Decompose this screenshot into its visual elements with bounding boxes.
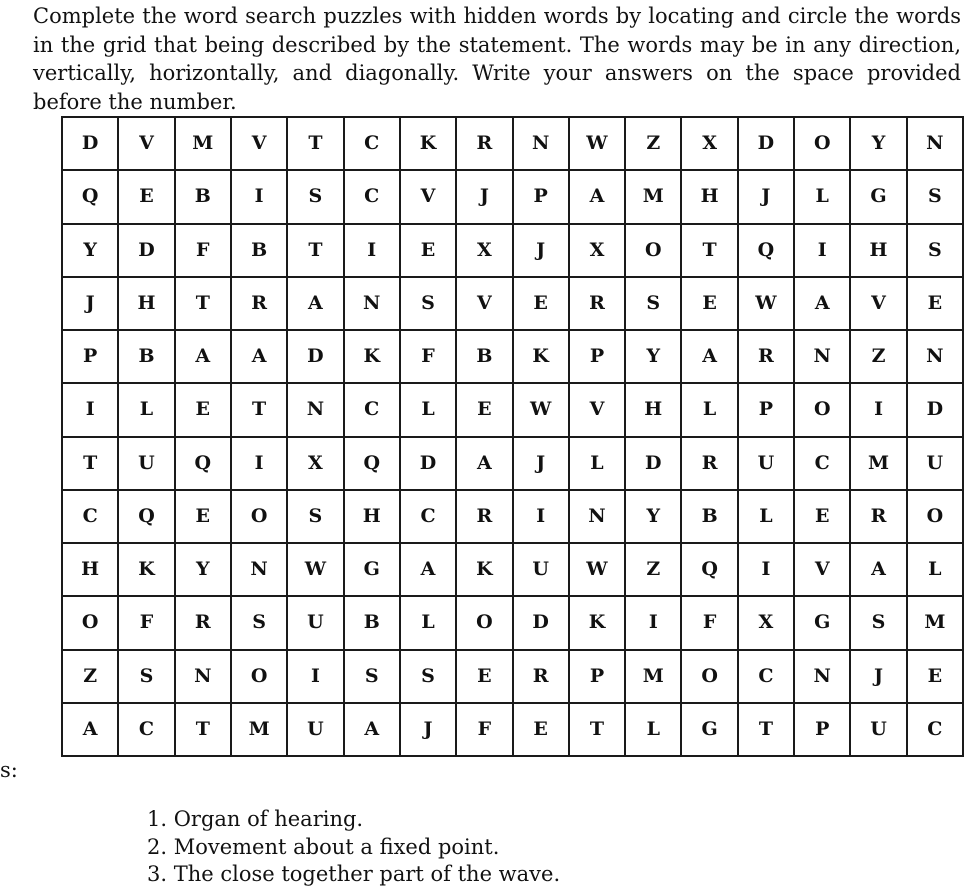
grid-cell[interactable]: E (175, 383, 231, 436)
grid-cell[interactable]: L (569, 437, 625, 490)
grid-cell[interactable]: N (907, 330, 963, 383)
grid-cell[interactable]: N (569, 490, 625, 543)
grid-cell[interactable]: B (456, 330, 512, 383)
grid-cell[interactable]: E (513, 277, 569, 330)
grid-cell[interactable]: G (850, 170, 906, 223)
grid-cell[interactable]: K (569, 596, 625, 649)
grid-cell[interactable]: V (400, 170, 456, 223)
grid-cell[interactable]: Z (625, 117, 681, 170)
grid-cell[interactable]: J (400, 703, 456, 756)
grid-cell[interactable]: Y (850, 117, 906, 170)
grid-cell[interactable]: K (118, 543, 174, 596)
grid-cell[interactable]: F (456, 703, 512, 756)
grid-cell[interactable]: M (625, 170, 681, 223)
grid-cell[interactable]: L (400, 596, 456, 649)
grid-cell[interactable]: A (569, 170, 625, 223)
grid-cell[interactable]: S (400, 277, 456, 330)
grid-cell[interactable]: V (794, 543, 850, 596)
grid-cell[interactable]: C (344, 117, 400, 170)
grid-cell[interactable]: L (907, 543, 963, 596)
grid-cell[interactable]: F (681, 596, 737, 649)
grid-cell[interactable]: V (231, 117, 287, 170)
grid-cell[interactable]: E (400, 224, 456, 277)
grid-cell[interactable]: B (231, 224, 287, 277)
grid-cell[interactable]: U (287, 703, 343, 756)
grid-cell[interactable]: R (231, 277, 287, 330)
grid-cell[interactable]: G (344, 543, 400, 596)
grid-cell[interactable]: V (569, 383, 625, 436)
grid-cell[interactable]: C (400, 490, 456, 543)
grid-cell[interactable]: G (681, 703, 737, 756)
grid-cell[interactable]: S (287, 490, 343, 543)
grid-cell[interactable]: R (681, 437, 737, 490)
grid-cell[interactable]: G (794, 596, 850, 649)
grid-row (62, 330, 963, 383)
grid-cell[interactable]: I (344, 224, 400, 277)
grid-cell[interactable]: O (62, 596, 118, 649)
grid-cell[interactable]: A (231, 330, 287, 383)
grid-cell[interactable]: D (400, 437, 456, 490)
grid-cell[interactable]: R (738, 330, 794, 383)
grid-cell[interactable]: B (344, 596, 400, 649)
grid-cell[interactable]: N (907, 117, 963, 170)
grid-cell[interactable]: L (681, 383, 737, 436)
grid-cell[interactable]: T (175, 703, 231, 756)
grid-cell[interactable]: A (681, 330, 737, 383)
grid-cell[interactable]: W (569, 117, 625, 170)
grid-cell[interactable]: L (400, 383, 456, 436)
grid-cell[interactable]: I (738, 543, 794, 596)
grid-cell[interactable]: I (231, 170, 287, 223)
grid-cell[interactable]: E (513, 703, 569, 756)
grid-cell[interactable]: O (625, 224, 681, 277)
grid-cell[interactable]: R (569, 277, 625, 330)
grid-cell[interactable]: H (681, 170, 737, 223)
grid-cell[interactable]: H (850, 224, 906, 277)
grid-cell[interactable]: T (287, 224, 343, 277)
grid-cell[interactable]: A (456, 437, 512, 490)
clue-list (147, 806, 560, 889)
grid-cell[interactable]: A (794, 277, 850, 330)
grid-cell[interactable]: K (456, 543, 512, 596)
grid-cell[interactable]: T (738, 703, 794, 756)
grid-cell[interactable]: Y (175, 543, 231, 596)
grid-cell[interactable]: O (456, 596, 512, 649)
grid-cell[interactable]: J (513, 437, 569, 490)
grid-cell[interactable]: C (794, 437, 850, 490)
grid-row (62, 543, 963, 596)
grid-cell[interactable]: S (907, 170, 963, 223)
grid-cell[interactable]: Q (118, 490, 174, 543)
grid-cell[interactable]: Q (738, 224, 794, 277)
grid-cell[interactable]: M (231, 703, 287, 756)
grid-cell[interactable]: I (625, 596, 681, 649)
grid-cell[interactable]: Q (62, 170, 118, 223)
grid-cell[interactable]: S (907, 224, 963, 277)
grid-cell[interactable]: P (738, 383, 794, 436)
grid-cell[interactable]: D (738, 117, 794, 170)
grid-cell[interactable]: Q (175, 437, 231, 490)
clue-item: 2. Movement about a fixed point. (147, 834, 500, 859)
grid-cell[interactable]: N (513, 117, 569, 170)
grid-cell[interactable]: H (625, 383, 681, 436)
grid-cell[interactable]: S (625, 277, 681, 330)
grid-cell[interactable]: A (175, 330, 231, 383)
grid-cell[interactable]: E (681, 277, 737, 330)
grid-cell[interactable]: R (175, 596, 231, 649)
word-search-grid (61, 116, 964, 757)
grid-cell[interactable]: U (850, 703, 906, 756)
clue-item: 3. The close together part of the wave. (147, 862, 561, 886)
grid-body (62, 117, 963, 756)
grid-row (62, 117, 963, 170)
grid-cell[interactable]: M (625, 650, 681, 703)
grid-cell[interactable]: I (794, 224, 850, 277)
grid-cell[interactable]: U (907, 437, 963, 490)
grid-cell[interactable]: T (62, 437, 118, 490)
grid-cell[interactable]: A (287, 277, 343, 330)
grid-cell[interactable]: L (118, 383, 174, 436)
grid-cell[interactable]: S (231, 596, 287, 649)
grid-cell[interactable]: S (400, 650, 456, 703)
grid-cell[interactable]: M (850, 437, 906, 490)
grid-cell[interactable]: D (62, 117, 118, 170)
grid-cell[interactable]: R (513, 650, 569, 703)
grid-cell[interactable]: W (513, 383, 569, 436)
grid-cell[interactable]: I (231, 437, 287, 490)
grid-cell[interactable]: B (175, 170, 231, 223)
grid-cell[interactable]: D (625, 437, 681, 490)
grid-cell[interactable]: T (175, 277, 231, 330)
grid-cell[interactable]: U (513, 543, 569, 596)
grid-cell[interactable]: R (456, 490, 512, 543)
grid-cell[interactable]: I (62, 383, 118, 436)
grid-cell[interactable]: C (738, 650, 794, 703)
grid-cell[interactable]: T (231, 383, 287, 436)
grid-cell[interactable]: Z (625, 543, 681, 596)
grid-cell[interactable]: Z (850, 330, 906, 383)
grid-cell[interactable]: T (681, 224, 737, 277)
grid-cell[interactable]: X (287, 437, 343, 490)
grid-cell[interactable]: L (625, 703, 681, 756)
grid-cell[interactable]: J (62, 277, 118, 330)
grid-cell[interactable]: P (513, 170, 569, 223)
grid-row (62, 383, 963, 436)
grid-row (62, 437, 963, 490)
grid-cell[interactable]: C (118, 703, 174, 756)
grid-cell[interactable]: A (400, 543, 456, 596)
grid-cell[interactable]: X (681, 117, 737, 170)
grid-cell[interactable]: L (738, 490, 794, 543)
grid-cell[interactable]: E (118, 170, 174, 223)
grid-row (62, 650, 963, 703)
grid-cell[interactable]: X (456, 224, 512, 277)
grid-cell[interactable]: F (175, 224, 231, 277)
grid-cell[interactable]: R (850, 490, 906, 543)
grid-cell[interactable]: T (287, 117, 343, 170)
grid-cell[interactable]: V (456, 277, 512, 330)
grid-row (62, 224, 963, 277)
grid-row (62, 170, 963, 223)
grid-cell[interactable]: H (344, 490, 400, 543)
grid-cell[interactable]: K (344, 330, 400, 383)
cut-off-label: s: (0, 758, 18, 782)
grid-cell[interactable]: Y (625, 330, 681, 383)
grid-cell[interactable]: E (456, 650, 512, 703)
grid-cell[interactable]: S (344, 650, 400, 703)
grid-cell[interactable]: P (62, 330, 118, 383)
grid-row (62, 490, 963, 543)
instructions-text: Complete the word search puzzles with hidden words by locating and circle the words in the grid that being described by the statement. The words may be in any direction, vertically, horizontally, and diagonally. Write your answers on the space provided before the number. (33, 4, 961, 114)
grid-cell[interactable]: P (569, 330, 625, 383)
grid-cell[interactable]: O (794, 383, 850, 436)
grid-cell[interactable]: N (344, 277, 400, 330)
grid-cell[interactable]: A (62, 703, 118, 756)
grid-cell[interactable]: N (287, 383, 343, 436)
grid-cell[interactable]: O (681, 650, 737, 703)
grid-cell[interactable]: J (738, 170, 794, 223)
grid-cell[interactable]: T (569, 703, 625, 756)
clue-item: 1. Organ of hearing. (147, 807, 364, 831)
grid-cell[interactable]: X (569, 224, 625, 277)
grid-cell[interactable]: O (231, 650, 287, 703)
grid-cell[interactable]: U (287, 596, 343, 649)
grid-cell[interactable]: C (907, 703, 963, 756)
grid-cell[interactable]: S (118, 650, 174, 703)
grid-cell[interactable]: D (118, 224, 174, 277)
grid-cell[interactable]: I (287, 650, 343, 703)
grid-cell[interactable]: E (175, 490, 231, 543)
grid-cell[interactable]: D (513, 596, 569, 649)
grid-cell[interactable]: U (118, 437, 174, 490)
grid-cell[interactable]: O (907, 490, 963, 543)
grid-cell[interactable]: E (907, 277, 963, 330)
grid-cell[interactable]: V (118, 117, 174, 170)
grid-cell[interactable]: Y (625, 490, 681, 543)
grid-cell[interactable]: N (231, 543, 287, 596)
grid-cell[interactable]: W (287, 543, 343, 596)
grid-cell[interactable]: K (513, 330, 569, 383)
grid-cell[interactable]: A (344, 703, 400, 756)
grid-cell[interactable]: P (794, 703, 850, 756)
grid-cell[interactable]: E (794, 490, 850, 543)
grid-cell[interactable]: C (62, 490, 118, 543)
grid-cell[interactable]: W (569, 543, 625, 596)
grid-cell[interactable]: P (569, 650, 625, 703)
grid-cell[interactable]: Q (681, 543, 737, 596)
grid-cell[interactable]: H (62, 543, 118, 596)
grid-cell[interactable]: S (287, 170, 343, 223)
grid-cell[interactable]: J (850, 650, 906, 703)
grid-cell[interactable]: D (287, 330, 343, 383)
grid-cell[interactable]: I (850, 383, 906, 436)
grid-cell[interactable]: F (118, 596, 174, 649)
grid-cell[interactable]: B (118, 330, 174, 383)
grid-row (62, 277, 963, 330)
grid-cell[interactable]: A (850, 543, 906, 596)
grid-cell[interactable]: Q (344, 437, 400, 490)
grid-row (62, 703, 963, 756)
grid-cell[interactable]: K (400, 117, 456, 170)
grid-cell[interactable]: X (738, 596, 794, 649)
grid-cell[interactable]: S (850, 596, 906, 649)
grid-cell[interactable]: H (118, 277, 174, 330)
grid-cell[interactable]: N (794, 650, 850, 703)
grid-cell[interactable]: F (400, 330, 456, 383)
grid-row (62, 596, 963, 649)
grid-cell[interactable]: C (344, 170, 400, 223)
grid-cell[interactable]: I (513, 490, 569, 543)
grid-cell[interactable]: N (794, 330, 850, 383)
grid-cell[interactable]: M (907, 596, 963, 649)
grid-cell[interactable]: Y (62, 224, 118, 277)
grid-cell[interactable]: B (681, 490, 737, 543)
grid-cell[interactable]: E (456, 383, 512, 436)
grid-cell[interactable]: O (231, 490, 287, 543)
grid-cell[interactable]: D (907, 383, 963, 436)
grid-cell[interactable]: U (738, 437, 794, 490)
grid-cell[interactable]: L (794, 170, 850, 223)
grid-cell[interactable]: J (513, 224, 569, 277)
grid-cell[interactable]: N (175, 650, 231, 703)
grid-cell[interactable]: M (175, 117, 231, 170)
grid-cell[interactable]: O (794, 117, 850, 170)
grid-cell[interactable]: V (850, 277, 906, 330)
grid-cell[interactable]: C (344, 383, 400, 436)
grid-cell[interactable]: W (738, 277, 794, 330)
grid-cell[interactable]: Z (62, 650, 118, 703)
grid-cell[interactable]: E (907, 650, 963, 703)
grid-cell[interactable]: R (456, 117, 512, 170)
grid-cell[interactable]: J (456, 170, 512, 223)
